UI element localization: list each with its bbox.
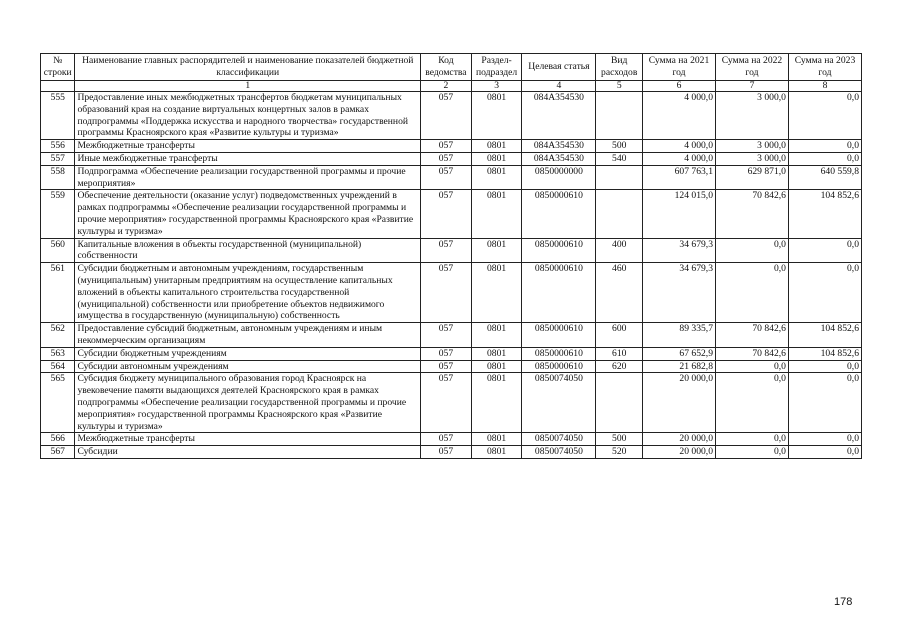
sum-2021-cell: 4 000,0 [643,140,716,153]
sum-2021-cell: 34 679,3 [643,238,716,263]
sum-2023-cell: 104 852,6 [788,190,861,238]
expense-type-cell: 520 [596,446,643,459]
section-cell: 0801 [471,323,522,348]
target-article-cell: 084A354530 [522,92,596,140]
row-name-cell: Субсидии [75,446,421,459]
col-index: 5 [596,80,643,92]
sum-2023-cell: 0,0 [788,140,861,153]
department-code-cell: 057 [421,165,472,190]
target-article-cell: 0850000610 [522,323,596,348]
sum-2021-cell: 607 763,1 [643,165,716,190]
target-article-cell: 0850074050 [522,433,596,446]
department-code-cell: 057 [421,360,472,373]
sum-2021-cell: 21 682,8 [643,360,716,373]
target-article-cell: 0850000610 [522,360,596,373]
table-row [41,238,862,263]
row-number-cell: 567 [41,446,75,459]
sum-2021-cell: 4 000,0 [643,92,716,140]
header-sum-2022: Сумма на 2022 год [715,54,788,81]
target-article-cell: 0850000000 [522,165,596,190]
expense-type-cell: 500 [596,433,643,446]
row-name-cell: Подпрограмма «Обеспечение реализации государственной программы и прочие мероприятия» [75,165,421,190]
sum-2022-cell: 0,0 [715,238,788,263]
sum-2022-cell: 3 000,0 [715,140,788,153]
table-row [41,373,862,433]
sum-2022-cell: 629 871,0 [715,165,788,190]
header-name: Наименование главных распорядителей и наименование показателей бюджетной классификации [75,54,421,81]
header-row-number: № строки [41,54,75,81]
table-row [41,360,862,373]
table-row [41,323,862,348]
target-article-cell: 0850000610 [522,238,596,263]
table-row [41,433,862,446]
sum-2023-cell: 0,0 [788,153,861,166]
row-name-cell: Иные межбюджетные трансферты [75,153,421,166]
department-code-cell: 057 [421,263,472,323]
sum-2022-cell: 0,0 [715,373,788,433]
row-name-cell: Межбюджетные трансферты [75,140,421,153]
section-cell: 0801 [471,446,522,459]
target-article-cell: 0850074050 [522,373,596,433]
expense-type-cell: 610 [596,347,643,360]
sum-2022-cell: 70 842,6 [715,190,788,238]
section-cell: 0801 [471,373,522,433]
sum-2022-cell: 70 842,6 [715,347,788,360]
sum-2022-cell: 0,0 [715,433,788,446]
department-code-cell: 057 [421,190,472,238]
expense-type-cell: 500 [596,140,643,153]
expense-type-cell: 540 [596,153,643,166]
header-sum-2023: Сумма на 2023 год [788,54,861,81]
target-article-cell: 0850074050 [522,446,596,459]
department-code-cell: 057 [421,433,472,446]
header-sum-2021: Сумма на 2021 год [643,54,716,81]
sum-2021-cell: 89 335,7 [643,323,716,348]
sum-2021-cell: 124 015,0 [643,190,716,238]
sum-2023-cell: 640 559,8 [788,165,861,190]
row-number-cell: 555 [41,92,75,140]
row-number-cell: 566 [41,433,75,446]
table-row [41,165,862,190]
section-cell: 0801 [471,153,522,166]
col-index: 8 [788,80,861,92]
expense-type-cell: 620 [596,360,643,373]
expense-type-cell: 460 [596,263,643,323]
sum-2023-cell: 104 852,6 [788,347,861,360]
row-name-cell: Предоставление субсидий бюджетным, автономным учреждениям и иным некоммерческим организациям [75,323,421,348]
table-row [41,190,862,238]
department-code-cell: 057 [421,373,472,433]
row-number-cell: 556 [41,140,75,153]
row-number-cell: 562 [41,323,75,348]
table-row [41,446,862,459]
row-name-cell: Обеспечение деятельности (оказание услуг) подведомственных учреждений в рамках подпрограммы «Обеспечение реализации государственной программы и прочие мероприятия» государственной программы Красноярского края «Развитие культуры и туризма» [75,190,421,238]
row-name-cell: Капитальные вложения в объекты государственной (муниципальной) собственности [75,238,421,263]
row-number-cell: 559 [41,190,75,238]
table-row [41,140,862,153]
expense-type-cell: 400 [596,238,643,263]
row-name-cell: Субсидии бюджетным и автономным учреждениям, государственным (муниципальным) унитарным предприятиям на осуществление капитальных вложений в объекты капитального строительства государственной (муниципальной) собственности или приобретение объектов недвижимого имущества в государственную (муниципальную) собственность [75,263,421,323]
table-row [41,153,862,166]
sum-2021-cell: 34 679,3 [643,263,716,323]
row-number-cell: 557 [41,153,75,166]
sum-2021-cell: 4 000,0 [643,153,716,166]
sum-2023-cell: 0,0 [788,360,861,373]
expense-type-cell [596,190,643,238]
header-section: Раздел-подраздел [471,54,522,81]
col-index [41,80,75,92]
department-code-cell: 057 [421,347,472,360]
sum-2021-cell: 20 000,0 [643,446,716,459]
section-cell: 0801 [471,360,522,373]
expense-type-cell [596,92,643,140]
section-cell: 0801 [471,140,522,153]
target-article-cell: 084A354530 [522,140,596,153]
department-code-cell: 057 [421,140,472,153]
col-index: 2 [421,80,472,92]
sum-2023-cell: 0,0 [788,373,861,433]
sum-2023-cell: 104 852,6 [788,323,861,348]
sum-2023-cell: 0,0 [788,92,861,140]
row-number-cell: 563 [41,347,75,360]
table-body [41,92,862,459]
row-name-cell: Субсидия бюджету муниципального образования город Красноярск на увековечение памяти выдающихся деятелей Красноярского края в рамках подпрограммы «Обеспечение реализации государственной программы и прочие мероприятия» государственной программы Красноярского края «Развитие культуры и туризма» [75,373,421,433]
expense-type-cell [596,373,643,433]
section-cell: 0801 [471,165,522,190]
col-index: 4 [522,80,596,92]
sum-2022-cell: 3 000,0 [715,92,788,140]
row-number-cell: 558 [41,165,75,190]
header-department-code: Код ведомства [421,54,472,81]
row-name-cell: Предоставление иных межбюджетных трансфертов бюджетам муниципальных образований края на создание виртуальных концертных залов в рамках подпрограммы «Поддержка искусства и народного творчества» государственной программы Красноярского края «Развитие культуры и туризма» [75,92,421,140]
department-code-cell: 057 [421,446,472,459]
section-cell: 0801 [471,433,522,446]
department-code-cell: 057 [421,238,472,263]
page-number: 178 [834,596,853,608]
section-cell: 0801 [471,263,522,323]
header-expense-type: Вид расходов [596,54,643,81]
section-cell: 0801 [471,190,522,238]
department-code-cell: 057 [421,153,472,166]
table-row [41,263,862,323]
expense-type-cell [596,165,643,190]
header-target-article: Целевая статья [522,54,596,81]
target-article-cell: 0850000610 [522,190,596,238]
budget-table [40,53,862,459]
sum-2023-cell: 0,0 [788,238,861,263]
sum-2022-cell: 0,0 [715,263,788,323]
sum-2021-cell: 67 652,9 [643,347,716,360]
sum-2022-cell: 0,0 [715,360,788,373]
sum-2021-cell: 20 000,0 [643,433,716,446]
section-cell: 0801 [471,238,522,263]
sum-2022-cell: 0,0 [715,446,788,459]
col-index: 6 [643,80,716,92]
target-article-cell: 0850000610 [522,347,596,360]
row-name-cell: Субсидии автономным учреждениям [75,360,421,373]
row-number-cell: 565 [41,373,75,433]
sum-2023-cell: 0,0 [788,446,861,459]
department-code-cell: 057 [421,92,472,140]
row-number-cell: 560 [41,238,75,263]
table-row [41,347,862,360]
sum-2023-cell: 0,0 [788,263,861,323]
target-article-cell: 084A354530 [522,153,596,166]
row-name-cell: Межбюджетные трансферты [75,433,421,446]
row-name-cell: Субсидии бюджетным учреждениям [75,347,421,360]
department-code-cell: 057 [421,323,472,348]
row-number-cell: 561 [41,263,75,323]
section-cell: 0801 [471,92,522,140]
target-article-cell: 0850000610 [522,263,596,323]
section-cell: 0801 [471,347,522,360]
col-index: 1 [75,80,421,92]
sum-2022-cell: 3 000,0 [715,153,788,166]
row-number-cell: 564 [41,360,75,373]
expense-type-cell: 600 [596,323,643,348]
col-index: 7 [715,80,788,92]
sum-2022-cell: 70 842,6 [715,323,788,348]
sum-2021-cell: 20 000,0 [643,373,716,433]
sum-2023-cell: 0,0 [788,433,861,446]
table-row [41,92,862,140]
col-index: 3 [471,80,522,92]
